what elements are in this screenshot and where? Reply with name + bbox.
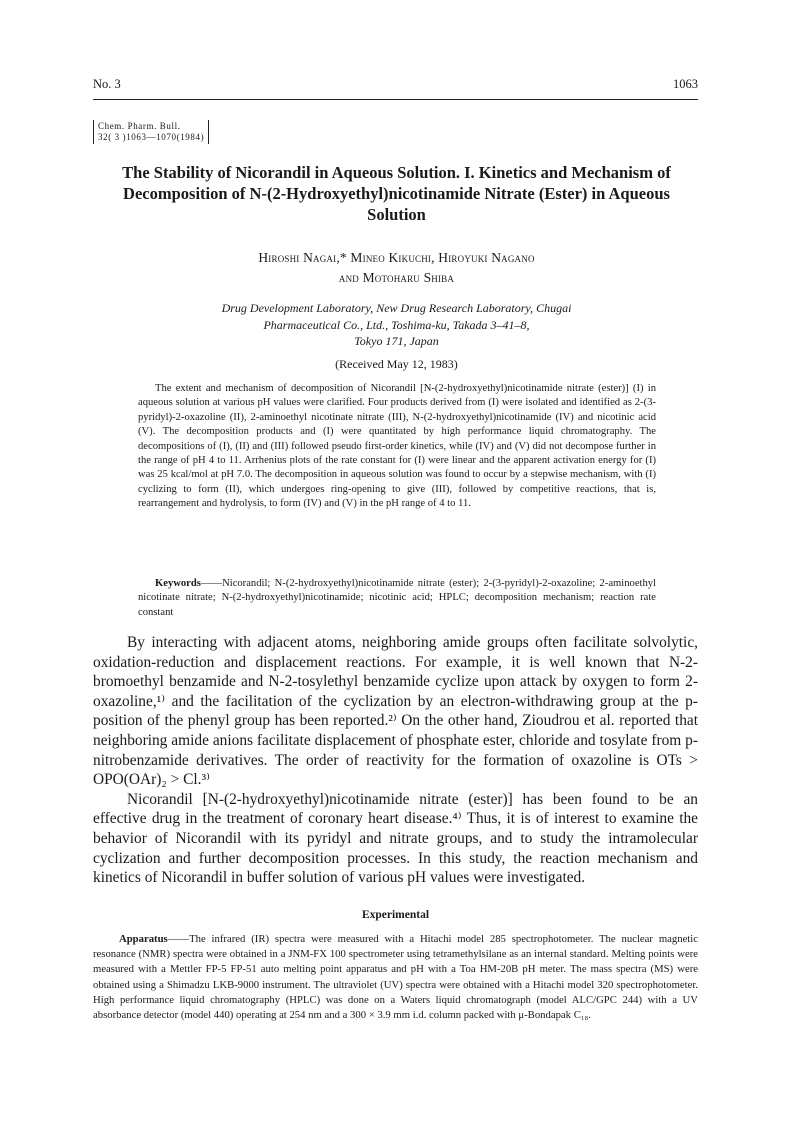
running-head <box>93 77 698 95</box>
affiliation-line-3: Tokyo 171, Japan <box>354 334 439 348</box>
issue-number: No. 3 <box>93 77 121 91</box>
header-rule <box>93 99 698 100</box>
keywords-label: Keywords <box>155 578 201 589</box>
affiliation-line-2: Pharmaceutical Co., Ltd., Toshima-ku, Takada 3–41–8, <box>263 317 530 332</box>
paper-title: The Stability of Nicorandil in Aqueous Solution. I. Kinetics and Mechanism of Decomposition of N-(2-Hydroxyethyl)nicotinamide Nitrate (Ester) in Aqueous Solution <box>122 163 671 224</box>
section-heading-experimental: Experimental <box>361 909 430 921</box>
apparatus-text: ——The infrared (IR) spectra were measured with a Hitachi model 285 spectrophotometer. The nuclear magnetic resonance (NMR) spectra were obtained in a JNM-FX 100 spectrometer using tetramethylsilane as an internal standard. Melting points were measured with a Mettler FP-5 FP-51 auto melting point apparatus and pH with a Toa HM-20B pH meter. The mass spectra (MS) were obtained using a Shimadzu LKB-9000 instrument. The ultraviolet (UV) spectra were obtained with a Hitachi model 320 spectrophotometer. High performance liquid chromatography (HPLC) was done on a Waters liquid chromatograph (model ALC/GPC 244) with a UV absorbance detector (model 440) operating at 254 nm and a 300 × 3.9 mm i.d. column packed with μ-Bondapak C₁₈. <box>93 933 698 1022</box>
affiliation-line-1: Drug Development Laboratory, New Drug Research Laboratory, Chugai <box>221 301 572 315</box>
experimental-apparatus <box>93 932 698 1023</box>
page-number: 1063 <box>673 77 698 91</box>
author-line-1: Hiroshi Nagai,* Mineo Kikuchi, Hiroyuki Nagano <box>258 250 535 265</box>
received-date: (Received May 12, 1983) <box>335 357 458 371</box>
intro-paragraph-2: Nicorandil [N-(2-hydroxyethyl)nicotinamide nitrate (ester)] has been found to be an effective drug in the treatment of coronary heart disease.⁴⁾ Thus, it is of interest to examine the behavior of Nicorandil with its pyridyl and nitrate groups, and to study the intramolecular cyclization and further decomposition processes. In this study, the reaction mechanism and kinetics of Nicorandil in buffer solution of various pH values were investigated. <box>93 790 698 887</box>
journal-citation <box>93 120 209 144</box>
author-line-2: and Motoharu Shiba <box>338 270 455 285</box>
abstract: The extent and mechanism of decomposition of Nicorandil [N-(2-hydroxyethyl)nicotinamide nitrate (ester)] (I) in aqueous solution at various pH values were clarified. Four products derived from (I) were isolated and identified as 2-(3-pyridyl)-2-oxazoline (II), 2-aminoethyl nicotinate nitrate (III), N-(2-hydroxyethyl)nicotinamide (IV) and nicotinic acid (V). The decomposition products and (I) were quantitated by high performance liquid chromatography. The decompositions of (I), (II) and (III) followed pseudo first-order kinetics, while (IV) and (V) did not decompose further in the range of pH 4 to 11. Arrhenius plots of the rate constant for (I) were linear and the apparent activation energy for (I) was 25 kcal/mol at pH 7.0. The decomposition in aqueous solution was found to occur by a stepwise mechanism, with (I) cyclizing to form (II), which undergoes ring-opening to give (III), followed by competitive reactions, that is, rearrangement and hydrolysis, to form (IV) and (V) in the pH range of 4 to 11. <box>138 383 656 510</box>
intro-paragraph-1: By interacting with adjacent atoms, neighboring amide groups often facilitate solvolytic, oxidation-reduction and displacement reactions. For example, it is well known that N-2-bromoethyl benzamide and N-2-tosylethyl benzamide cyclize upon attack by oxygen to form 2-oxazoline,¹⁾ and the facilitation of the cyclization by an electron-withdrawing group at the p-position of the phenyl group has been reported.²⁾ On the other hand, Zioudrou et al. reported that neighboring amide anions facilitate displacement of phosphate ester, chloride and tosylate from p-nitrobenzamide derivatives. The order of reactivity for the formation of oxazoline is OTs > OPO(OAr)₂ > Cl.³⁾ <box>93 634 698 789</box>
apparatus-label: Apparatus <box>119 933 168 945</box>
affiliation <box>120 300 673 350</box>
introduction <box>93 633 698 888</box>
keywords <box>138 577 656 620</box>
citation-volume: 32( 3 )1063—1070(1984) <box>98 132 205 142</box>
author-list <box>120 248 673 288</box>
citation-journal: Chem. Pharm. Bull. <box>98 121 181 131</box>
keywords-text: ——Nicorandil; N-(2-hydroxyethyl)nicotinamide nitrate (ester); 2-(3-pyridyl)-2-oxazoline; 2-aminoethyl nicotinate nitrate; N-(2-hydroxyethyl)nicotinamide; nicotinic acid; HPLC; decomposition mechanism; reaction rate constant <box>138 578 656 618</box>
